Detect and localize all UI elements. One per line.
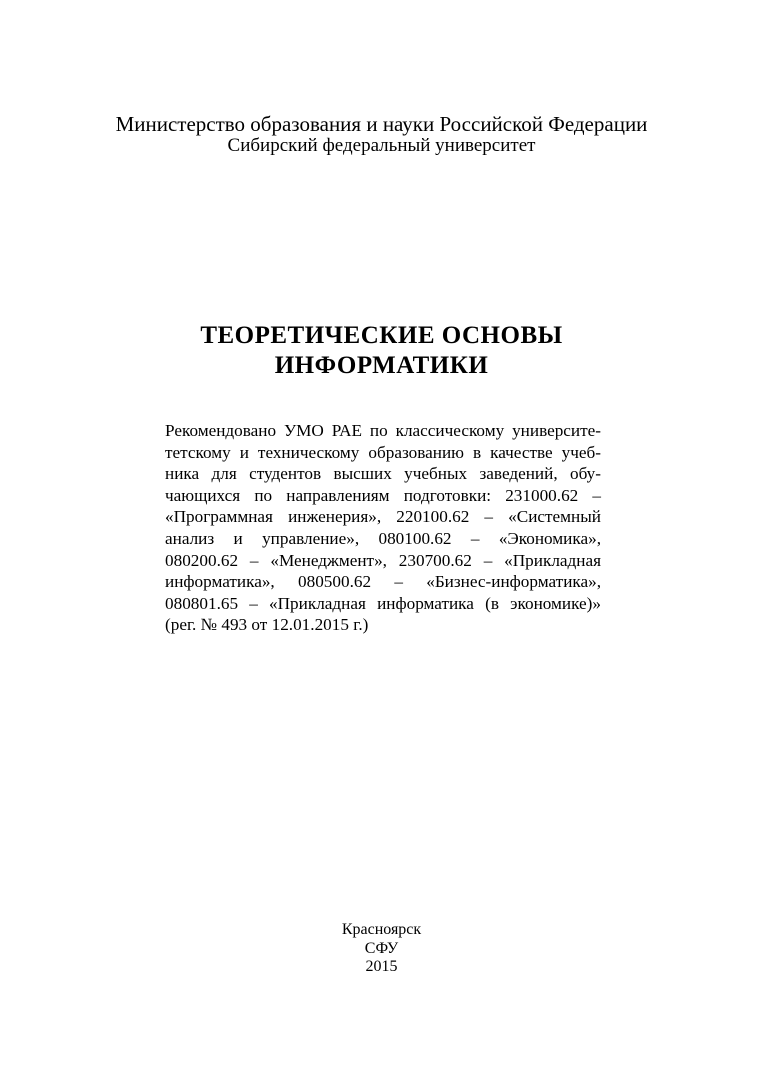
recommendation-line: тетскому и техническому образованию в качестве учеб- — [165, 442, 601, 462]
recommendation-line: Рекомендовано УМО РАЕ по классическому университе- — [165, 421, 601, 440]
recommendation-text — [165, 420, 601, 636]
recommendation-line: (рег. № 493 от 12.01.2015 г.) — [165, 615, 369, 635]
imprint-city: Красноярск — [341, 921, 422, 938]
recommendation-line: ника для студентов высших учебных заведений, обу- — [165, 464, 601, 484]
recommendation-line: 080200.62 – «Менеджмент», 230700.62 – «Прикладная — [165, 550, 601, 570]
imprint-publisher: СФУ — [364, 940, 399, 957]
recommendation-line: анализ и управление», 080100.62 – «Экономика», — [165, 528, 601, 548]
university-name: Сибирский федеральный университет — [227, 135, 536, 156]
imprint-year: 2015 — [365, 958, 398, 975]
recommendation-line: информатика», 080500.62 – «Бизнес-информатика», — [165, 572, 601, 592]
book-title-line-2: ИНФОРМАТИКИ — [274, 352, 489, 379]
recommendation-line: чающихся по направлениям подготовки: 231000.62 – — [165, 485, 601, 505]
recommendation-line: 080801.65 – «Прикладная информатика (в экономике)» — [165, 593, 601, 613]
ministry-name: Министерство образования и науки Российской Федерации — [115, 112, 648, 136]
recommendation-line: «Программная инженерия», 220100.62 – «Системный — [165, 507, 601, 527]
book-title-line-1: ТЕОРЕТИЧЕСКИЕ ОСНОВЫ — [200, 322, 563, 349]
